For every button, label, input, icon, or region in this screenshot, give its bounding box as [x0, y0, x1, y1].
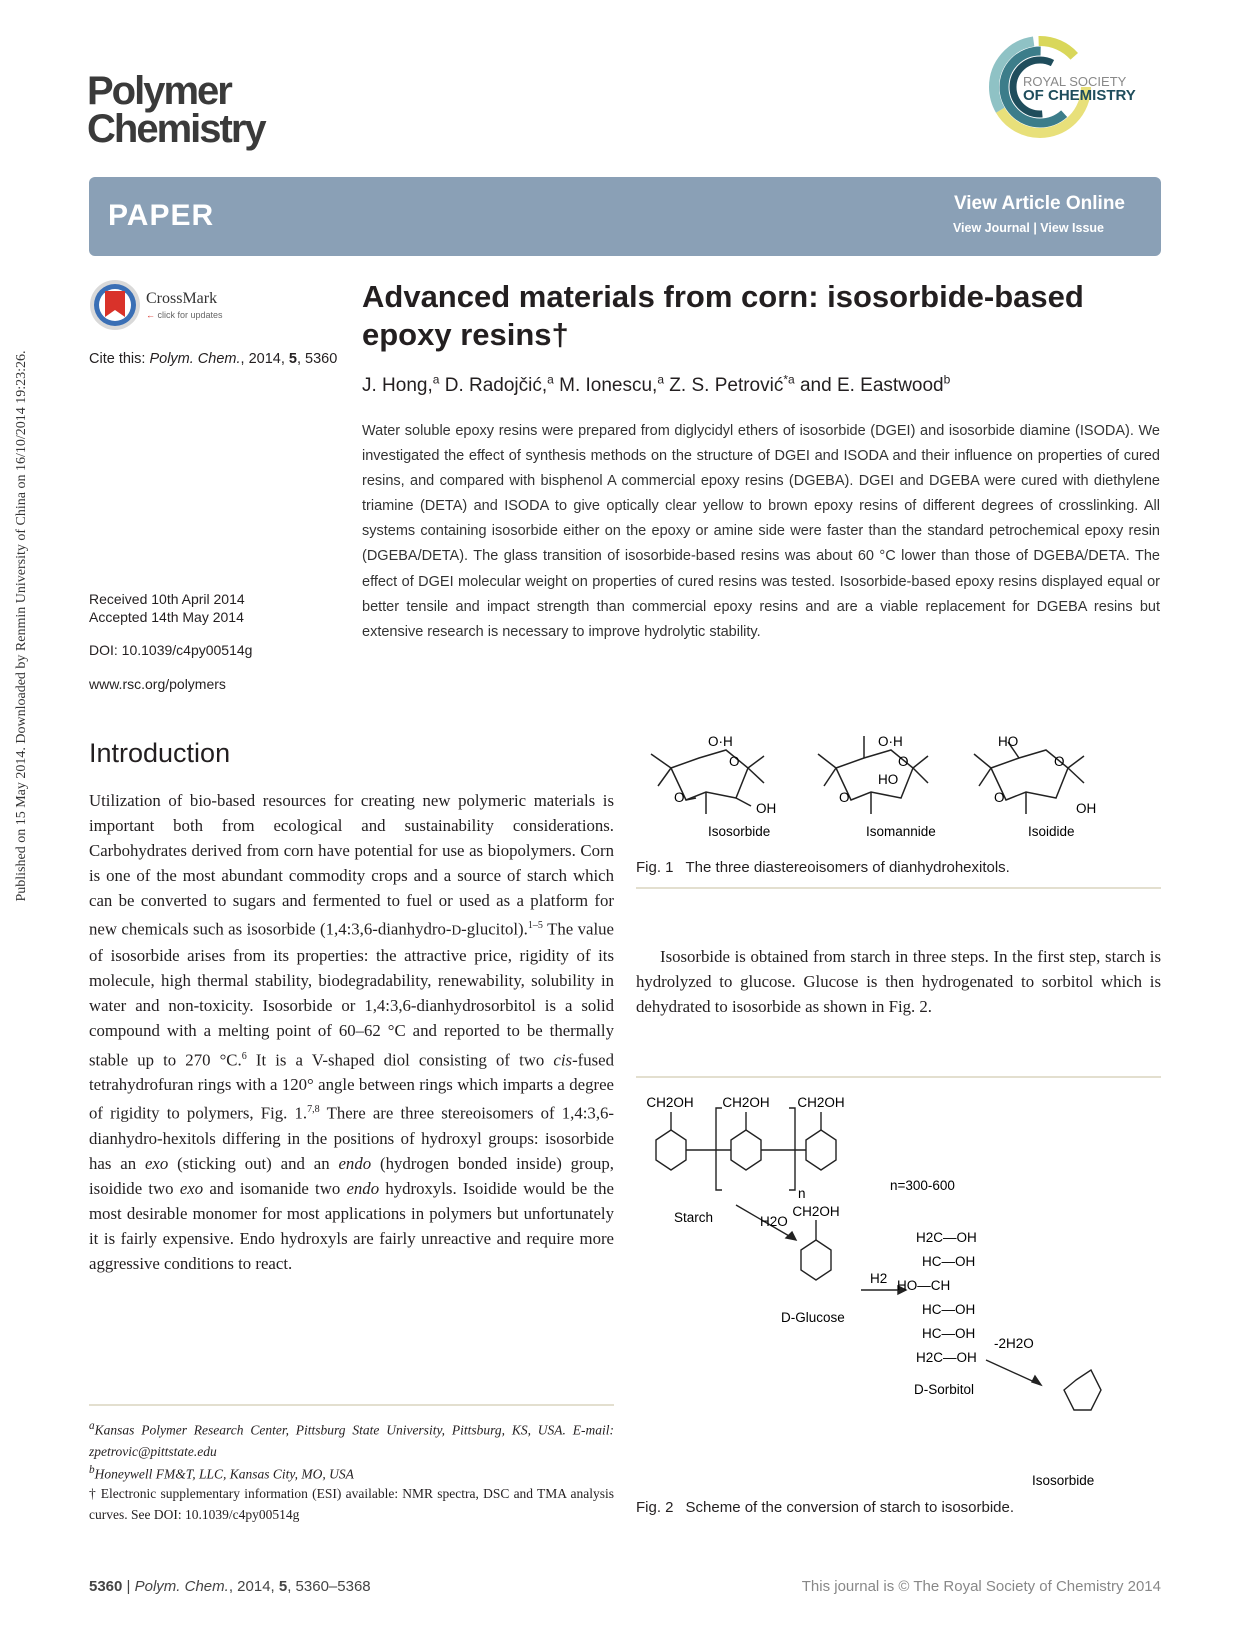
fig2-n: n	[798, 1186, 806, 1201]
fig1-label-isosorbide: Isosorbide	[708, 824, 771, 838]
footer-left: 5360 | Polym. Chem., 2014, 5, 5360–5368	[89, 1578, 371, 1595]
author: J. Hong,$^a$	[362, 373, 440, 397]
received-date: Received 10th April 2014	[89, 591, 245, 607]
crossmark-icon	[89, 279, 141, 331]
fig2-water: H2O	[760, 1214, 788, 1229]
footnote-esi: † Electronic supplementary information (ESI) available: NMR spectra, DSC and TMA analysis curves. See DOI: 10.1039/c4py00514g	[89, 1486, 614, 1522]
banner-sublinks	[953, 221, 1104, 235]
fig2-sorbitol-row: HC—OH	[922, 1302, 976, 1317]
footnote-a: $^a$Kansas Polymer Research Center, Pittsburg State University, Pittsburg, KS, USA. E-mail: zpetrovic@pittstate.edu	[89, 1420, 614, 1459]
fig1-isosorbide-o: O	[674, 790, 685, 805]
fig1-isomannide-oh-top: O·H	[878, 734, 903, 749]
citation	[89, 351, 337, 367]
fig2-ch2oh: CH2OH	[722, 1095, 770, 1110]
right-column-paragraph: Isosorbide is obtained from starch in three steps. In the first step, starch is hydrolyzed to glucose. Glucose is then hydrogenated to sorbitol which is dehydrated to isosorbide as shown in Fig. 2.	[636, 947, 1161, 1017]
journal-url[interactable]: www.rsc.org/polymers	[89, 676, 226, 692]
fig2-ch2oh: CH2OH	[797, 1095, 845, 1110]
rsc-logo-line1: ROYAL SOCIETY	[1023, 74, 1127, 89]
fig1-isoidide-o-ring: O	[1054, 754, 1065, 769]
footnote-b: $^b$Honeywell FM&T, LLC, Kansas City, MO, USA	[89, 1464, 354, 1482]
author: and E. Eastwood$^b$	[794, 373, 951, 397]
fig2-sorbitol-row: HC—OH	[922, 1326, 976, 1341]
banner-separator: |	[1033, 221, 1037, 235]
abstract: Water soluble epoxy resins were prepared from diglycidyl ethers of isosorbide (DGEI) and isosorbide diamine (ISODA). We investigated the effect of synthesis methods on the structure of DGEI and ISODA and their influence on properties of cured resins, and compared with bisphenol A commercial epoxy resins (DGEBA). DGEI and DGEBA were cured with diethylene triamine (DETA) and ISODA to give optically clear yellow to brown epoxy resins of different degrees of crosslinking. All systems containing isosorbide either on the epoxy or amine side were faster than the standard petrochemical epoxy resin (DGEBA/DETA). The glass transition of isosorbide-based resins was about 60 °C lower than those of DGEBA/DETA. The effect of DGEI molecular weight on properties of cured resins was tested. Isosorbide-based epoxy resins displayed equal or better tensile and impact strength than commercial epoxy resins and are a viable replacement for DGEBA resins but extensive research is necessary to improve hydrolytic stability.	[362, 423, 1160, 640]
view-journal-link[interactable]: View Journal	[952, 221, 1030, 235]
article-type-banner	[89, 177, 1161, 256]
cite-volume: 5	[288, 351, 297, 367]
cite-journal: Polym. Chem.	[149, 351, 241, 367]
journal-title	[87, 69, 265, 151]
author: Z. S. Petrović$^{*a}$	[664, 373, 795, 397]
crossmark-sub-label: click for updates	[157, 310, 223, 320]
fig2-isosorbide: Isosorbide	[1032, 1473, 1095, 1488]
doi[interactable]: DOI: 10.1039/c4py00514g	[89, 642, 253, 658]
crossmark-name: CrossMark	[146, 290, 218, 307]
fig1-caption	[636, 859, 1010, 876]
author: M. Ionescu,$^a$	[553, 373, 665, 397]
cite-year: , 2014,	[240, 351, 289, 367]
fig2-sorbitol-row: HO—CH	[897, 1278, 951, 1293]
footer-journal: Polym. Chem.	[134, 1578, 229, 1595]
fig2-glucose: D-Glucose	[781, 1310, 845, 1325]
fig1-isomannide-o: O	[839, 790, 850, 805]
introduction-paragraph: Utilization of bio-based resources for creating new polymeric materials is important both from ecological and sustainability considerations. Carbohydrates derived from corn have potential for use as biopolymers. Corn is one of the most abundant commodity crops and a source of starch which can be converted to sugars and fermented to fuel or used as a platform for new chemicals such as isosorbide (1,4:3,6-dianhydro-D-glucitol).$^{1-5}$ The value of isosorbide arises from its properties: the attractive price, rigidity of its molecule, high thermal stability, biodegradability, renewability, solubility in water and non-toxicity. Isosorbide or 1,4:3,6-dianhydrosorbitol is a solid compound with a melting point of 60–62 °C and reported to be thermally stable up to 270 °C.$^6$ It is a V-shaped diol consisting of two cis-fused tetrahydrofuran rings with a 120° angle between rings which imparts a degree of rigidity to polymers, Fig. 1.$^{7,8}$ There are three stereoisomers of 1,4:3,6-dianhydro-hexitols differing in the positions of hydroxyl groups: isosorbide has an exo (sticking out) and an endo (hydrogen bonded inside) group, isoidide two exo and isomanide two endo hydroxyls. Isoidide would be the most desirable monomer for most applications in polymers but unfortunately it is fairly expensive. Endo hydroxyls are fairly unreactive and require more aggressive conditions to react.	[89, 791, 615, 1274]
fig1-caption-text: The three diastereoisomers of dianhydrohexitols.	[685, 859, 1010, 876]
fig2-starch: Starch	[674, 1210, 714, 1225]
fig1-isoidide-o: O	[994, 790, 1005, 805]
crossmark-badge[interactable]	[89, 279, 239, 331]
fig2-dehydration: -2H2O	[994, 1336, 1034, 1351]
fig2-sorbitol-row: H2C—OH	[916, 1230, 977, 1245]
cite-label: Cite this:	[89, 351, 146, 367]
fig1-label: Fig. 1	[636, 859, 674, 876]
fig2-caption-text: Scheme of the conversion of starch to isosorbide.	[685, 1499, 1015, 1516]
fig1-isosorbide-oh: OH	[756, 801, 777, 816]
rsc-logo	[985, 32, 1165, 142]
accepted-date: Accepted 14th May 2014	[89, 609, 244, 625]
fig2-n-range: n=300-600	[890, 1178, 955, 1193]
footnote-rule	[89, 1404, 614, 1406]
fig2-top-rule	[636, 1076, 1161, 1078]
crossmark-sub	[146, 310, 223, 320]
fig1-label-isomannide: Isomannide	[866, 824, 936, 838]
fig1-isomannide-ho: HO	[878, 772, 899, 787]
fig2-label: Fig. 2	[636, 1499, 674, 1516]
fig1-isoidide-oh: OH	[1076, 801, 1097, 816]
crossmark-arrow-icon: ←	[146, 310, 155, 320]
fig2-scheme	[636, 1090, 1161, 1495]
view-issue-link[interactable]: View Issue	[1040, 221, 1104, 235]
journal-title-line1: Polymer	[87, 69, 231, 113]
cite-page: , 5360	[296, 351, 338, 367]
fig2-hydrogen: H2	[870, 1271, 888, 1286]
journal-title-line2: Chemistry	[87, 107, 265, 151]
fig2-ch2oh: CH2OH	[646, 1095, 694, 1110]
fig1-isomannide-o-ring: O	[898, 754, 909, 769]
rsc-logo-line2: OF CHEMISTRY	[1023, 87, 1136, 104]
fig2-sorbitol: D-Sorbitol	[914, 1382, 975, 1397]
fig1-label-isoidide: Isoidide	[1028, 824, 1075, 838]
fig2-glucose-ch2oh: CH2OH	[792, 1204, 840, 1219]
author: D. Radojčić,$^a$	[439, 373, 554, 397]
section-heading-introduction: Introduction	[89, 738, 231, 768]
download-note: Published on 15 May 2014. Downloaded by Renmin University of China on 16/10/2014 19:23:26.	[14, 350, 29, 902]
view-article-online-link[interactable]: View Article Online	[953, 193, 1125, 214]
article-title: Advanced materials from corn: isosorbide-based epoxy resins†	[362, 279, 1084, 352]
fig2-caption	[636, 1499, 1014, 1516]
fig1-isoidide-ho: HO	[998, 734, 1019, 749]
article-type: PAPER	[108, 199, 215, 232]
fig1-structures	[636, 728, 1161, 838]
fig2-sorbitol-row: HC—OH	[922, 1254, 976, 1269]
fig1-isosorbide-oh-top: O·H	[708, 734, 733, 749]
footer-copyright: This journal is © The Royal Society of Chemistry 2014	[801, 1578, 1161, 1595]
author-list	[362, 373, 950, 397]
fig1-isosorbide-o-ring: O	[729, 754, 740, 769]
fig1-rule	[636, 887, 1161, 889]
footer-page-number: 5360	[89, 1578, 123, 1595]
fig2-sorbitol-row: H2C—OH	[916, 1350, 977, 1365]
